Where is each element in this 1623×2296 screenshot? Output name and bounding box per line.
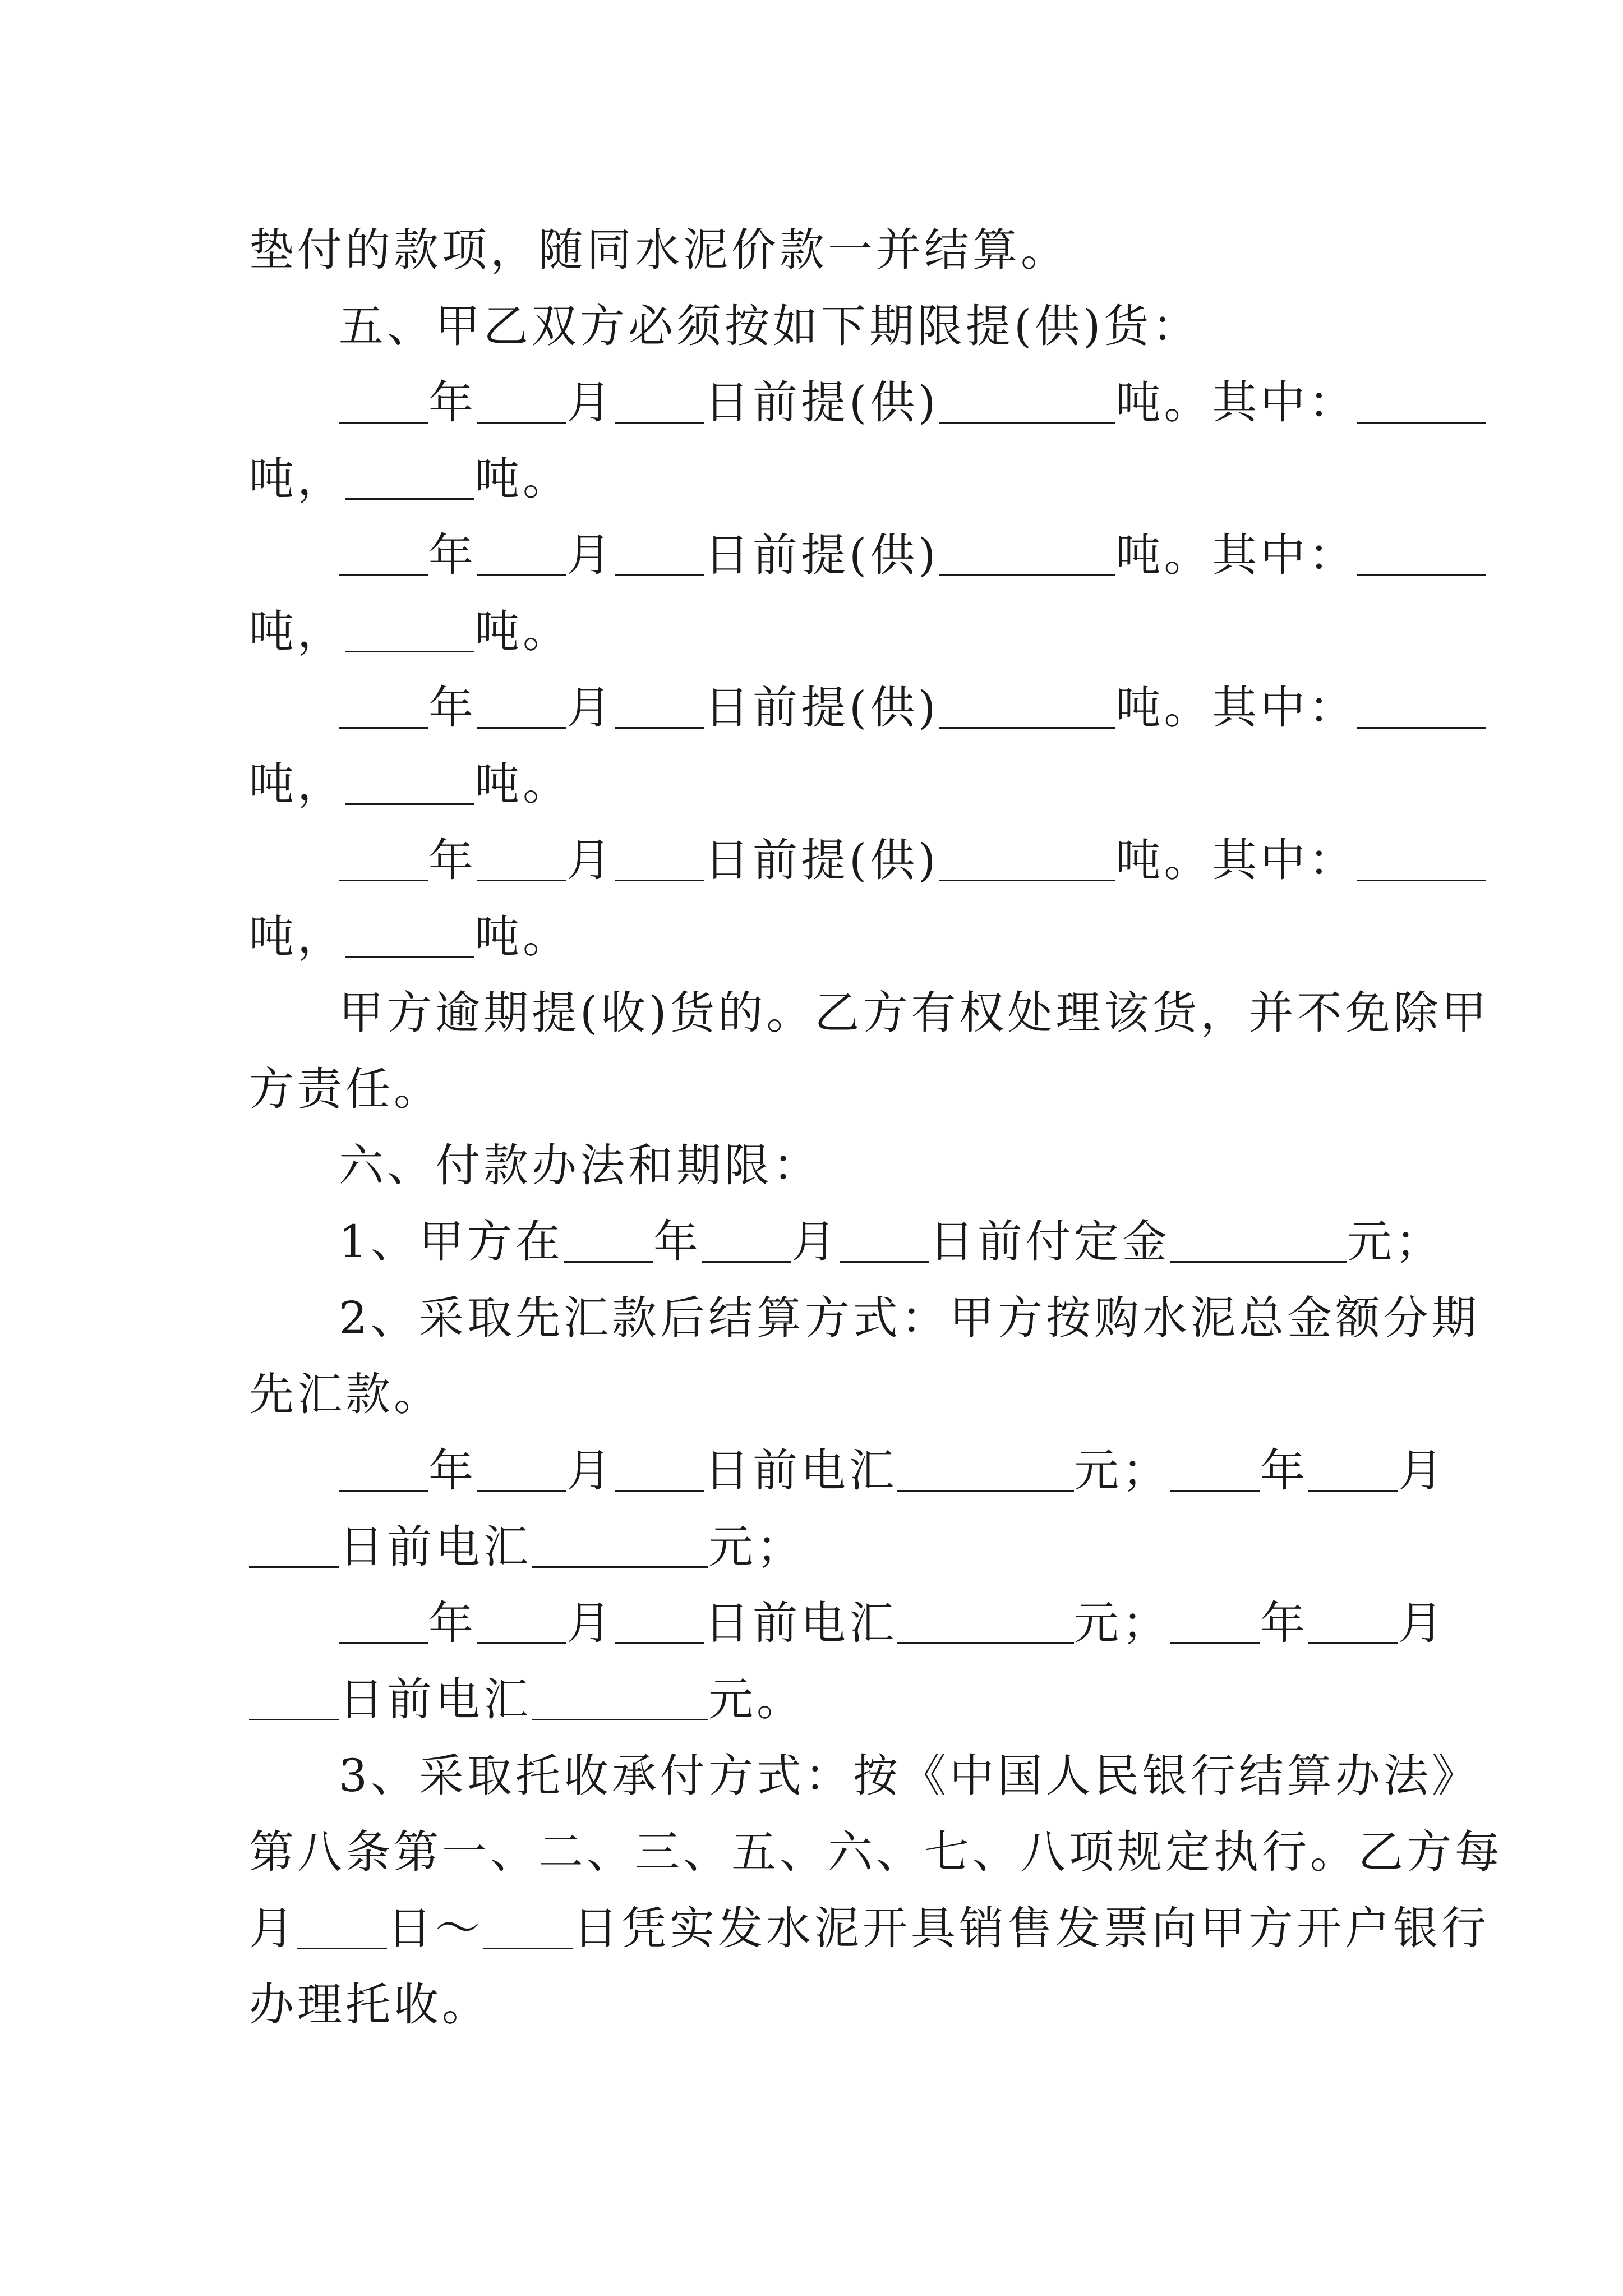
blank-field — [297, 1948, 387, 1949]
ton-label: 吨， — [249, 910, 345, 963]
year-label: 年 — [1260, 1444, 1308, 1497]
ton-label: 吨。其中： — [1115, 529, 1357, 581]
overdue-note-continued — [249, 1051, 1376, 1128]
section-title: 六、付款办法和期限： — [339, 1139, 821, 1191]
blank-field — [1357, 880, 1486, 881]
ton-label: 吨， — [249, 453, 345, 505]
blank-field — [615, 727, 704, 729]
month-label: 月 — [791, 1216, 840, 1268]
year-label: 年 — [428, 529, 477, 581]
ton-label: 吨。其中： — [1115, 682, 1357, 734]
month-label: 月 — [1398, 1597, 1446, 1649]
blank-field — [345, 651, 474, 652]
unit-label: 元； — [708, 1521, 805, 1573]
day-label: 日前付定金 — [929, 1216, 1170, 1268]
remit-row-continued — [249, 1509, 1376, 1585]
month-label: 月 — [566, 1444, 615, 1497]
blank-field — [339, 727, 428, 729]
unit-label: 元； — [1074, 1597, 1170, 1649]
unit-label: 元； — [1074, 1444, 1170, 1497]
blank-field — [477, 574, 566, 576]
month-label: 月 — [566, 376, 615, 429]
blank-field — [615, 1490, 704, 1492]
day-label: 日～ — [387, 1902, 483, 1954]
month-label: 月 — [566, 682, 615, 734]
paragraph-line — [249, 212, 1376, 288]
ton-label: 吨， — [249, 758, 345, 810]
blank-field — [939, 880, 1115, 881]
note-text: 方责任。 — [249, 1063, 442, 1115]
blank-field — [345, 803, 474, 805]
blank-field — [345, 956, 474, 958]
blank-field — [483, 1948, 573, 1949]
blank-field — [1357, 422, 1486, 424]
ton-label: 吨， — [249, 605, 345, 657]
settlement-text: 垫付的款项，随同水泥价款一并结算。 — [249, 224, 1069, 276]
day-label: 日前电汇 — [704, 1444, 897, 1497]
blank-field — [477, 1490, 566, 1492]
blank-field — [615, 422, 704, 424]
blank-field — [339, 422, 428, 424]
day-label: 日前提(供) — [704, 834, 939, 886]
unit-label: 元； — [1347, 1216, 1444, 1268]
day-label: 日前提(供) — [704, 529, 939, 581]
contract-text — [249, 212, 1503, 2043]
blank-field — [532, 1566, 708, 1568]
blank-field — [939, 422, 1115, 424]
blank-field — [339, 880, 428, 881]
unit-label: 元。 — [708, 1673, 805, 1726]
item-text: 2、采取先汇款后结算方式：甲方按购水泥总金额分期 — [339, 1292, 1480, 1344]
blank-field — [615, 574, 704, 576]
deposit-item — [249, 1204, 1444, 1280]
blank-field — [615, 1642, 704, 1644]
year-label: 年 — [428, 1444, 477, 1497]
remit-item — [249, 1280, 1480, 1356]
blank-field — [1170, 1261, 1347, 1263]
ton-label: 吨。其中： — [1115, 834, 1357, 886]
delivery-row-continued — [249, 593, 1376, 670]
year-label: 年 — [653, 1216, 702, 1268]
delivery-row — [249, 670, 1376, 746]
blank-field — [477, 727, 566, 729]
blank-field — [1357, 574, 1486, 576]
blank-field — [339, 1642, 428, 1644]
ton-label: 吨。其中： — [1115, 376, 1357, 429]
item-text: 第八条第一、二、三、五、六、七、八项规定执行。乙方每 — [249, 1826, 1503, 1878]
blank-field — [532, 1719, 708, 1720]
collection-item-continued — [249, 1814, 1503, 1890]
blank-field — [249, 1719, 339, 1720]
year-label: 年 — [428, 1597, 477, 1649]
blank-field — [1308, 1490, 1398, 1492]
day-label: 日前提(供) — [704, 682, 939, 734]
delivery-row — [249, 517, 1376, 593]
blank-field — [339, 1490, 428, 1492]
remit-row — [249, 1433, 1446, 1509]
month-label: 月 — [566, 834, 615, 886]
blank-field — [897, 1642, 1074, 1644]
blank-field — [1308, 1642, 1398, 1644]
blank-field — [345, 498, 474, 500]
day-label: 日前电汇 — [704, 1597, 897, 1649]
year-label: 年 — [1260, 1597, 1308, 1649]
collection-item-continued — [249, 1890, 1490, 1967]
day-label: 日前提(供) — [704, 376, 939, 429]
ton-label: 吨。 — [474, 910, 571, 963]
blank-field — [939, 727, 1115, 729]
blank-field — [477, 880, 566, 881]
item-text: 办理托收。 — [249, 1978, 490, 2031]
note-text: 甲方逾期提(收)货的。乙方有权处理该货，并不免除甲 — [339, 987, 1490, 1039]
blank-field — [564, 1261, 653, 1263]
remit-item-continued — [249, 1356, 1376, 1433]
blank-field — [249, 1566, 339, 1568]
remit-row-continued — [249, 1662, 1376, 1738]
month-label: 月 — [566, 1597, 615, 1649]
blank-field — [897, 1490, 1074, 1492]
blank-field — [477, 1642, 566, 1644]
item-text: 3、采取托收承付方式：按《中国人民银行结算办法》 — [339, 1750, 1480, 1802]
year-label: 年 — [428, 834, 477, 886]
ton-label: 吨。 — [474, 453, 571, 505]
item-text: 日凭实发水泥开具销售发票向甲方开户银行 — [573, 1902, 1490, 1954]
delivery-row — [249, 365, 1376, 441]
year-label: 年 — [428, 682, 477, 734]
delivery-row-continued — [249, 899, 1376, 975]
blank-field — [1357, 727, 1486, 729]
item-text: 先汇款。 — [249, 1368, 442, 1420]
month-label: 月 — [249, 1902, 297, 1954]
day-label: 日前电汇 — [339, 1673, 532, 1726]
ton-label: 吨。 — [474, 758, 571, 810]
year-label: 年 — [428, 376, 477, 429]
blank-field — [840, 1261, 929, 1263]
delivery-row-continued — [249, 746, 1376, 822]
blank-field — [1170, 1642, 1260, 1644]
collection-item-continued — [249, 1967, 1376, 2043]
blank-field — [939, 574, 1115, 576]
blank-field — [702, 1261, 791, 1263]
delivery-row — [249, 822, 1376, 899]
day-label: 日前电汇 — [339, 1521, 532, 1573]
blank-field — [615, 880, 704, 881]
item-prefix: 1、甲方在 — [339, 1216, 564, 1268]
section-6-title — [249, 1128, 1376, 1204]
blank-field — [339, 574, 428, 576]
remit-row — [249, 1585, 1446, 1662]
overdue-note — [249, 975, 1490, 1051]
blank-field — [477, 422, 566, 424]
month-label: 月 — [566, 529, 615, 581]
delivery-row-continued — [249, 441, 1376, 517]
month-label: 月 — [1398, 1444, 1446, 1497]
section-title: 五、甲乙双方必须按如下期限提(供)货： — [339, 300, 1201, 352]
collection-item — [249, 1738, 1480, 1814]
blank-field — [1170, 1490, 1260, 1492]
ton-label: 吨。 — [474, 605, 571, 657]
section-5-title — [249, 288, 1376, 365]
